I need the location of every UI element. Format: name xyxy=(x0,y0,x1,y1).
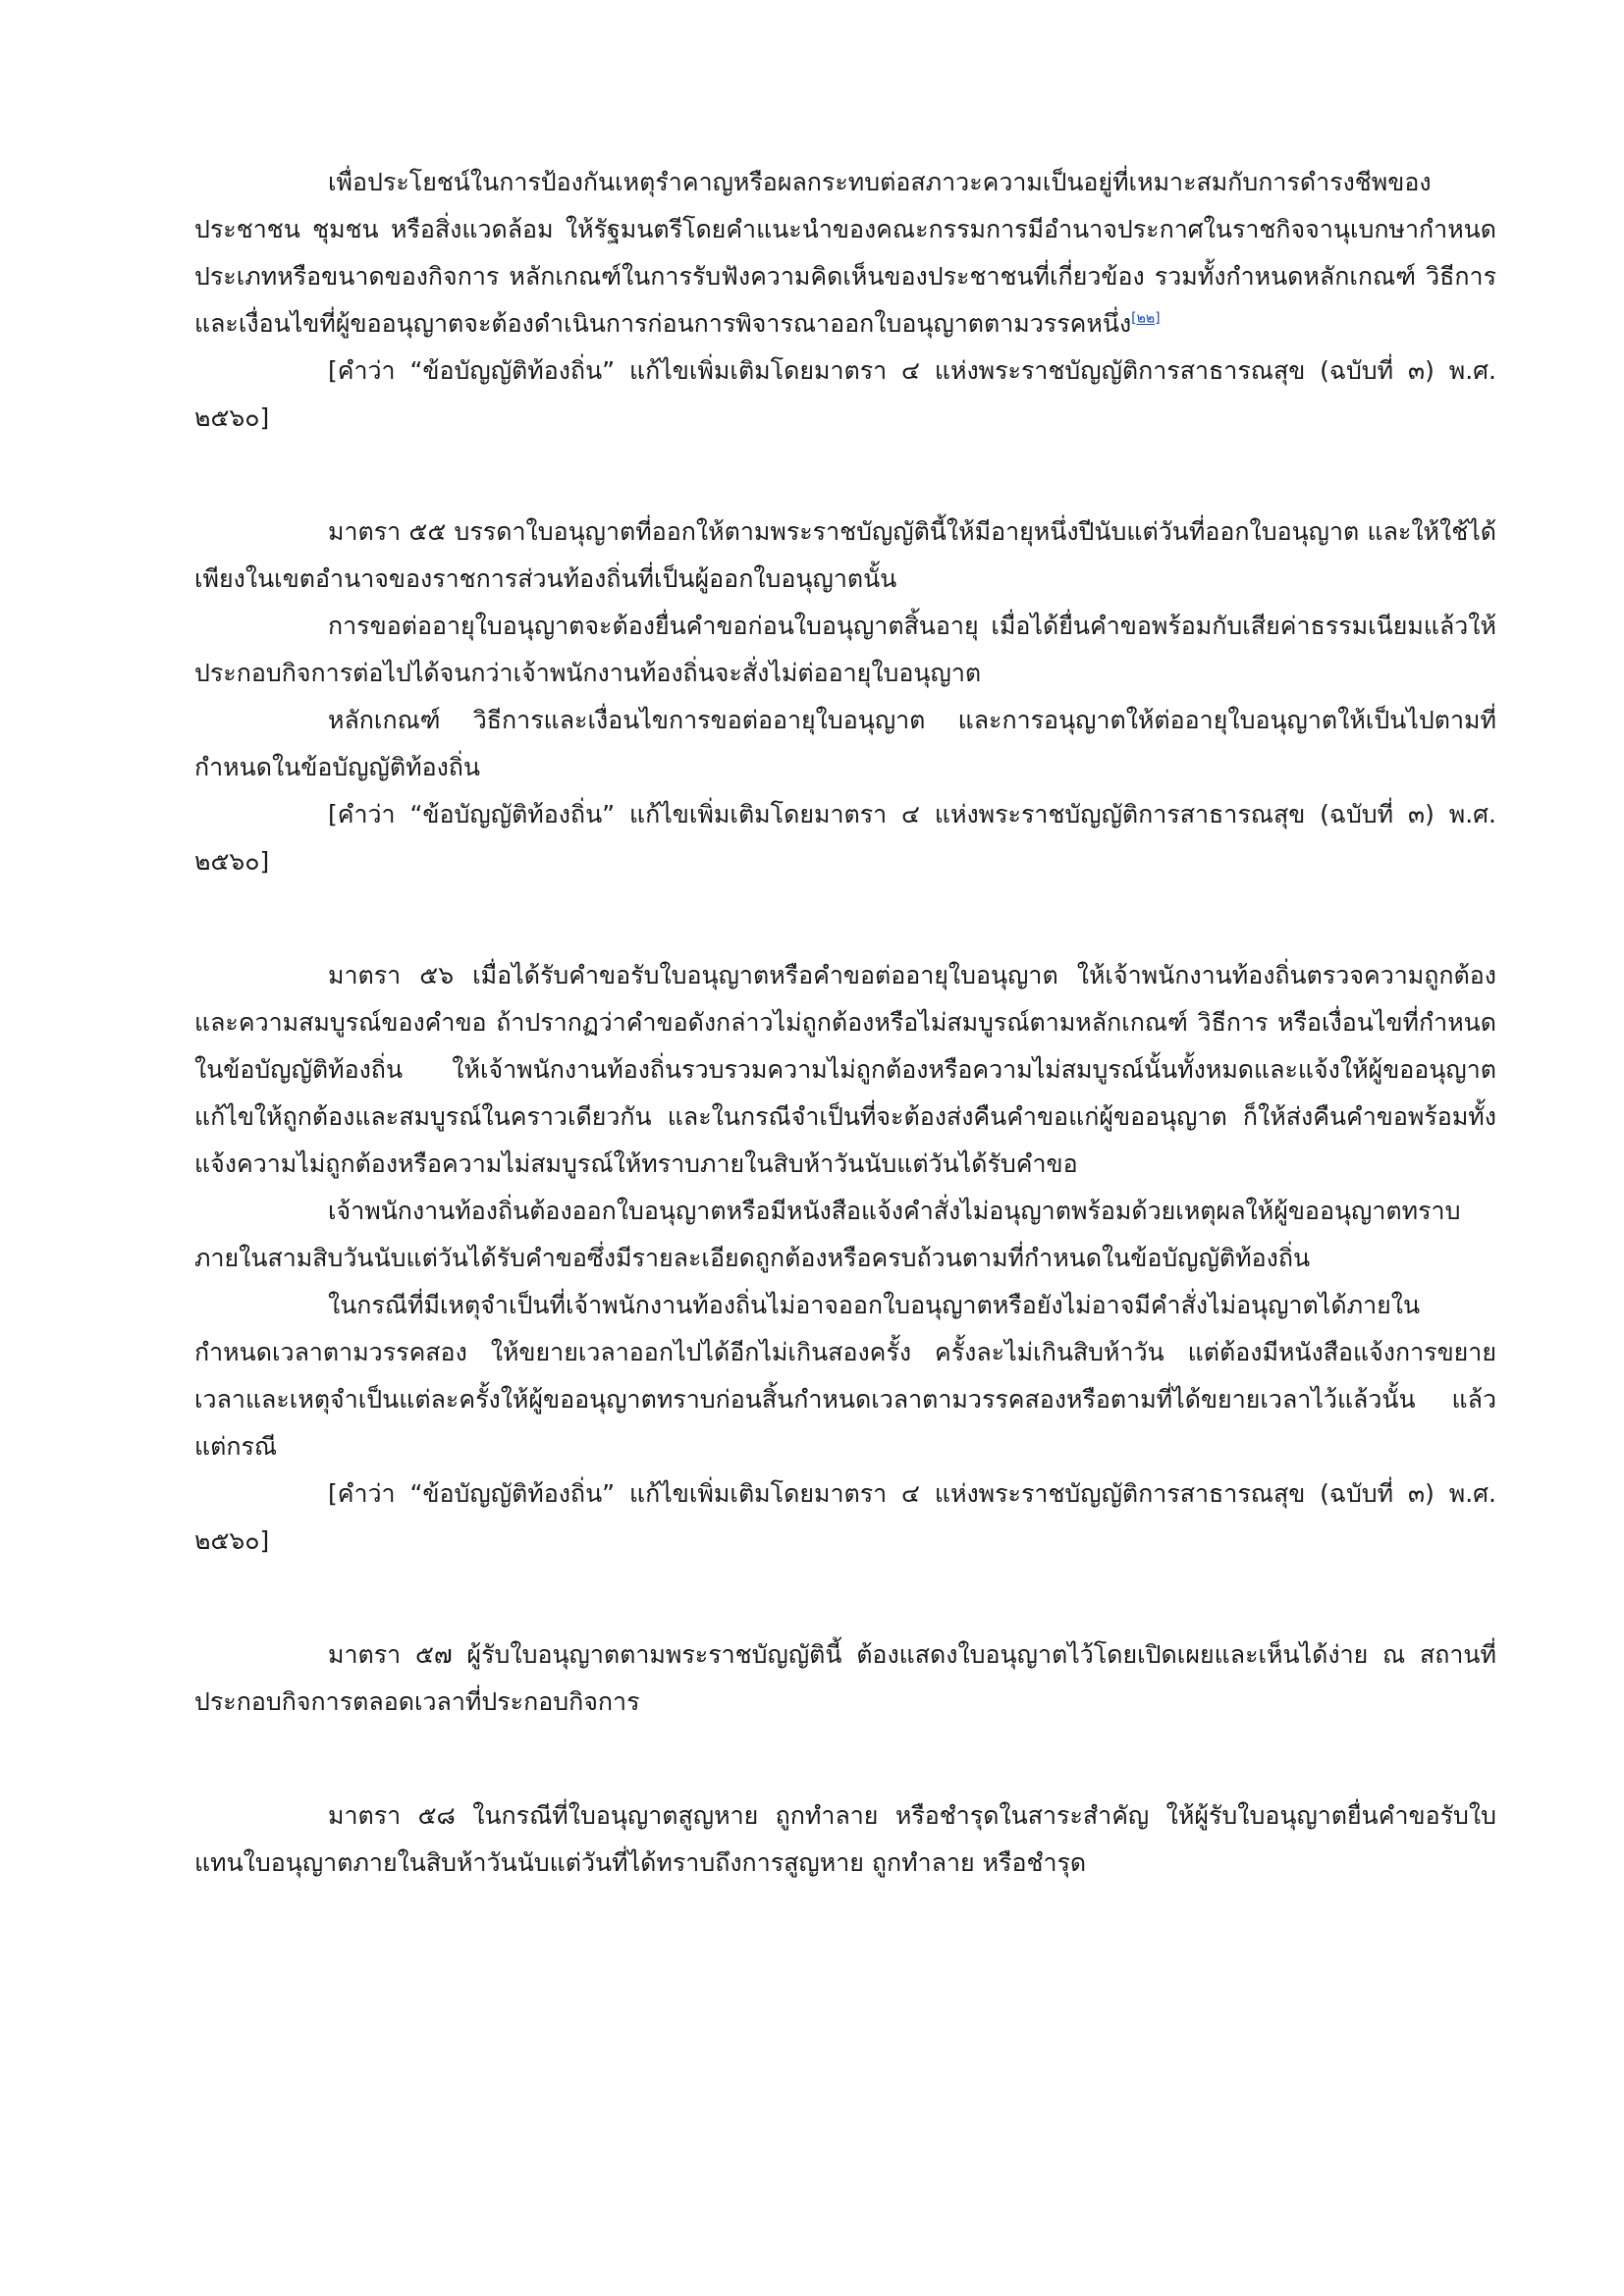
document-body xyxy=(194,159,1496,1887)
amendment-note xyxy=(194,347,1496,442)
paragraph-text: มาตรา ๕๗ ผู้รับใบอนุญาตตามพระราชบัญญัตินี้ ต้องแสดงใบอนุญาตไว้โดยเปิดเผยและเห็นได้ง่าย ณ สถานที่ประกอบกิจการตลอดเวลาที่ประกอบกิจการ xyxy=(194,1640,1496,1716)
paragraph-text: [คำว่า “ข้อบัญญัติท้องถิ่น” แก้ไขเพิ่มเติมโดยมาตรา ๔ แห่งพระราชบัญญัติการสาธารณสุข (ฉบับที่ ๓) พ.ศ. ๒๕๖๐] xyxy=(194,800,1496,876)
paragraph-text: มาตรา ๕๘ ในกรณีที่ใบอนุญาตสูญหาย ถูกทำลาย หรือชำรุดในสาระสำคัญ ให้ผู้รับใบอนุญาตยื่นคำขอรับใบแทนใบอนุญาตภายในสิบห้าวันนับแต่วันที่ได้ทราบถึงการสูญหาย ถูกทำลาย หรือชำรุด xyxy=(194,1801,1496,1877)
section-gap xyxy=(194,1726,1496,1792)
law-paragraph xyxy=(194,159,1496,347)
paragraph-text: มาตรา ๕๖ เมื่อได้รับคำขอรับใบอนุญาตหรือคำขอต่ออายุใบอนุญาต ให้เจ้าพนักงานท้องถิ่นตรวจความถูกต้องและความสมบูรณ์ของคำขอ ถ้าปรากฏว่าคำขอดังกล่าวไม่ถูกต้องหรือไม่สมบูรณ์ตามหลักเกณฑ์ วิธีการ หรือเงื่อนไขที่กำหนดในข้อบัญญัติท้องถิ่น ให้เจ้าพนักงานท้องถิ่นรวบรวมความไม่ถูกต้องหรือความไม่สมบูรณ์นั้นทั้งหมดและแจ้งให้ผู้ขออนุญาตแก้ไขให้ถูกต้องและสมบูรณ์ในคราวเดียวกัน และในกรณีจำเป็นที่จะต้องส่งคืนคำขอแก่ผู้ขออนุญาต ก็ให้ส่งคืนคำขอพร้อมทั้งแจ้งความไม่ถูกต้องหรือความไม่สมบูรณ์ให้ทราบภายในสิบห้าวันนับแต่วันได้รับคำขอ xyxy=(194,961,1496,1178)
paragraph-text: [คำว่า “ข้อบัญญัติท้องถิ่น” แก้ไขเพิ่มเติมโดยมาตรา ๔ แห่งพระราชบัญญัติการสาธารณสุข (ฉบับที่ ๓) พ.ศ. ๒๕๖๐] xyxy=(194,1479,1496,1555)
paragraph-text: เพื่อประโยชน์ในการป้องกันเหตุรำคาญหรือผลกระทบต่อสภาวะความเป็นอยู่ที่เหมาะสมกับการดำรงชีพของประชาชน ชุมชน หรือสิ่งแวดล้อม ให้รัฐมนตรีโดยคำแนะนำของคณะกรรมการมีอำนาจประกาศในราชกิจจานุเบกษากำหนดประเภทหรือขนาดของกิจการ หลักเกณฑ์ในการรับฟังความคิดเห็นของประชาชนที่เกี่ยวข้อง รวมทั้งกำหนดหลักเกณฑ์ วิธีการ และเงื่อนไขที่ผู้ขออนุญาตจะต้องดำเนินการก่อนการพิจารณาออกใบอนุญาตตามวรรคหนึ่ง xyxy=(194,168,1496,338)
section-gap xyxy=(194,442,1496,508)
amendment-note xyxy=(194,791,1496,885)
law-paragraph xyxy=(194,952,1496,1188)
paragraph-text: ในกรณีที่มีเหตุจำเป็นที่เจ้าพนักงานท้องถิ่นไม่อาจออกใบอนุญาตหรือยังไม่อาจมีคำสั่งไม่อนุญาตได้ภายในกำหนดเวลาตามวรรคสอง ให้ขยายเวลาออกไปได้อีกไม่เกินสองครั้ง ครั้งละไม่เกินสิบห้าวัน แต่ต้องมีหนังสือแจ้งการขยายเวลาและเหตุจำเป็นแต่ละครั้งให้ผู้ขออนุญาตทราบก่อนสิ้นกำหนดเวลาตามวรรคสองหรือตามที่ได้ขยายเวลาไว้แล้วนั้น แล้วแต่กรณี xyxy=(194,1291,1496,1461)
paragraph-text: การขอต่ออายุใบอนุญาตจะต้องยื่นคำขอก่อนใบอนุญาตสิ้นอายุ เมื่อได้ยื่นคำขอพร้อมกับเสียค่าธรรมเนียมแล้วให้ประกอบกิจการต่อไปได้จนกว่าเจ้าพนักงานท้องถิ่นจะสั่งไม่ต่ออายุใบอนุญาต xyxy=(194,612,1496,687)
law-paragraph xyxy=(194,1792,1496,1887)
amendment-note xyxy=(194,1470,1496,1565)
law-paragraph xyxy=(194,1188,1496,1282)
section-gap xyxy=(194,1565,1496,1631)
paragraph-text: เจ้าพนักงานท้องถิ่นต้องออกใบอนุญาตหรือมีหนังสือแจ้งคำสั่งไม่อนุญาตพร้อมด้วยเหตุผลให้ผู้ขออนุญาตทราบภายในสามสิบวันนับแต่วันได้รับคำขอซึ่งมีรายละเอียดถูกต้องหรือครบถ้วนตามที่กำหนดในข้อบัญญัติท้องถิ่น xyxy=(194,1197,1461,1272)
paragraph-text: มาตรา ๕๕ บรรดาใบอนุญาตที่ออกให้ตามพระราชบัญญัตินี้ให้มีอายุหนึ่งปีนับแต่วันที่ออกใบอนุญาต และให้ใช้ได้เพียงในเขตอำนาจของราชการส่วนท้องถิ่นที่เป็นผู้ออกใบอนุญาตนั้น xyxy=(194,517,1496,593)
law-paragraph xyxy=(194,508,1496,603)
section-gap xyxy=(194,885,1496,952)
paragraph-text: หลักเกณฑ์ วิธีการและเงื่อนไขการขอต่ออายุใบอนุญาต และการอนุญาตให้ต่ออายุใบอนุญาตให้เป็นไปตามที่กำหนดในข้อบัญญัติท้องถิ่น xyxy=(194,706,1496,781)
law-paragraph xyxy=(194,1282,1496,1470)
law-paragraph xyxy=(194,603,1496,697)
footnote-link[interactable]: [๒๒] xyxy=(1131,310,1161,327)
law-paragraph xyxy=(194,697,1496,791)
law-paragraph xyxy=(194,1631,1496,1726)
paragraph-text: [คำว่า “ข้อบัญญัติท้องถิ่น” แก้ไขเพิ่มเติมโดยมาตรา ๔ แห่งพระราชบัญญัติการสาธารณสุข (ฉบับที่ ๓) พ.ศ. ๒๕๖๐] xyxy=(194,356,1496,432)
